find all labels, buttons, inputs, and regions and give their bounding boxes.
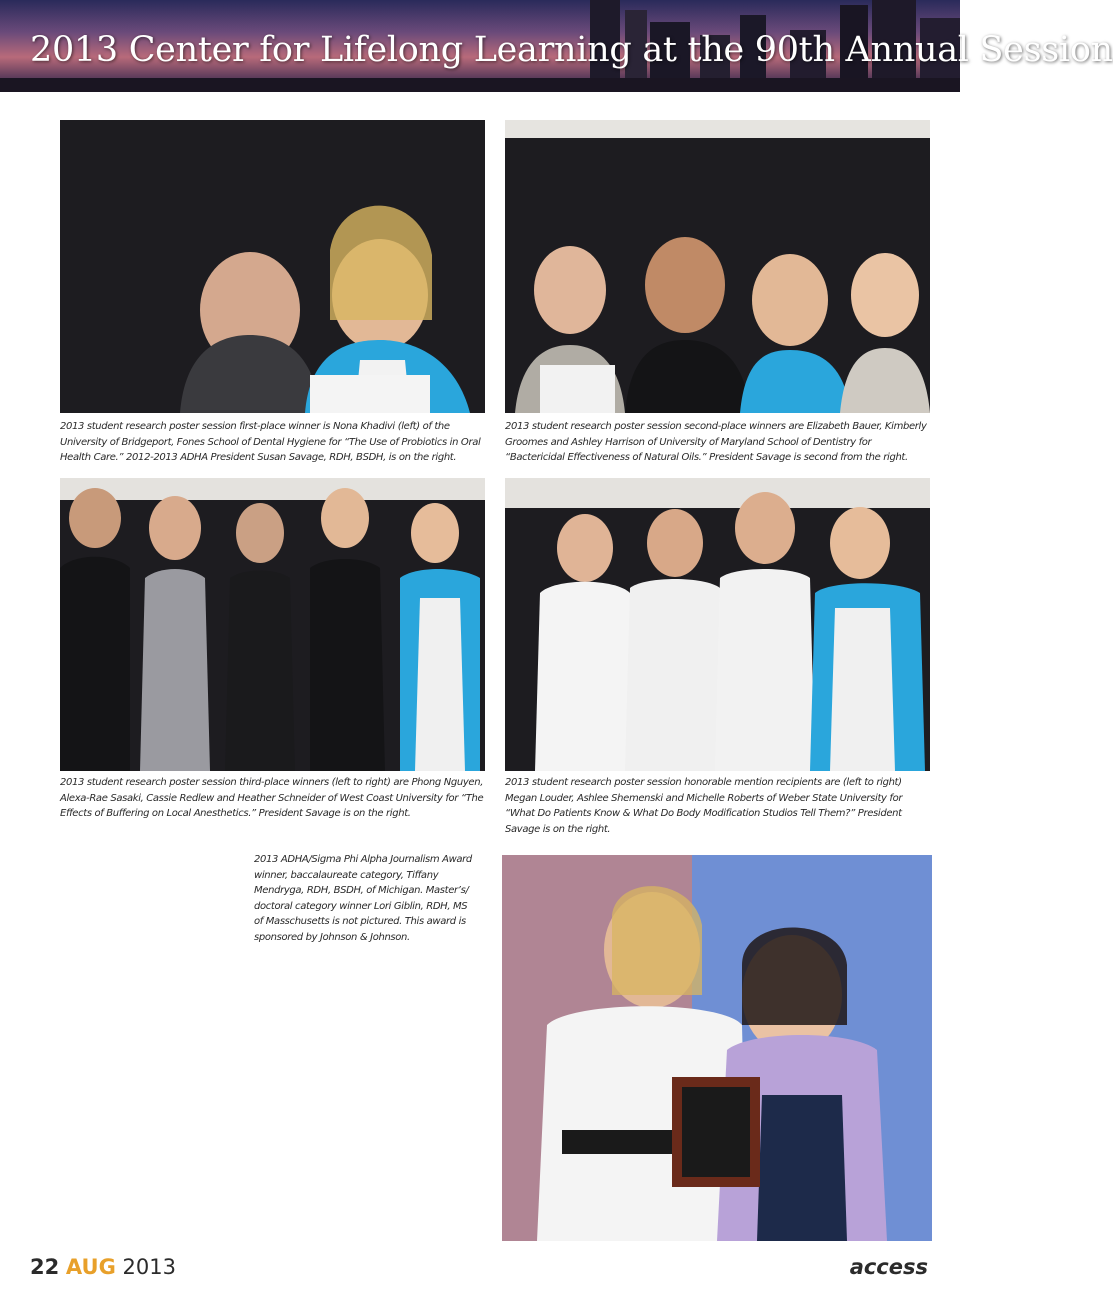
group-photo-icon bbox=[505, 120, 930, 413]
caption-journalism-award: 2013 ADHA/Sigma Phi Alpha Journalism Award winner, baccalaureate category, Tiffany Mendryga, RDH, BSDH, of Michigan. Master’s/ doctoral category winner Lori Giblin, RDH, MS of Masschusetts is not pictured. This award is sponsored by Johnson & Johnson. bbox=[254, 854, 472, 943]
caption-second-place: 2013 student research poster session second-place winners are Elizabeth Bauer, Kimberly Groomes and Ashley Harrison of University of Maryland School of Dentistry for “Bactericidal Effectiveness of Natural Oils.” President Savage is second from the right. bbox=[505, 421, 927, 464]
group-photo-icon bbox=[60, 478, 485, 771]
caption-third-place: 2013 student research poster session third-place winners (left to right) are Phong Nguyen, Alexa-Rae Sasaki, Cassie Redlew and Heather Schneider of West Coast University for “The Effects of Buffering on Local Anesthetics.” President Savage is on the right. bbox=[60, 777, 484, 820]
photo-second-place bbox=[505, 120, 930, 413]
issue-month: AUG bbox=[65, 1255, 116, 1279]
publication-name: access bbox=[849, 1255, 928, 1279]
award-photo-icon bbox=[502, 855, 930, 1241]
photo-first-place bbox=[60, 120, 485, 413]
photo-honorable-mention bbox=[505, 478, 930, 771]
page-title: 2013 Center for Lifelong Learning at the 90th Annual Session bbox=[30, 30, 1113, 70]
caption-honorable-mention: 2013 student research poster session honorable mention recipients are (left to right) Megan Louder, Ashlee Shemenski and Michelle Roberts of Weber State University for “What Do Patients Know & What Do Body Modification Studios Tell Them?” President Savage is on the right. bbox=[505, 777, 903, 835]
header-banner bbox=[0, 0, 1113, 92]
issue-year: 2013 bbox=[122, 1255, 176, 1279]
caption-first-place: 2013 student research poster session first-place winner is Nona Khadivi (left) of the University of Bridgeport, Fones School of Dental Hygiene for “The Use of Probiotics in Oral Health Care.” 2012-2013 ADHA President Susan Savage, RDH, BSDH, is on the right. bbox=[60, 421, 481, 464]
group-photo-icon bbox=[60, 120, 485, 413]
photo-third-place bbox=[60, 478, 485, 771]
group-photo-icon bbox=[505, 478, 930, 771]
photo-journalism-award bbox=[502, 855, 930, 1241]
page-number: 22 bbox=[30, 1255, 60, 1279]
footer-page-info bbox=[30, 1255, 176, 1279]
